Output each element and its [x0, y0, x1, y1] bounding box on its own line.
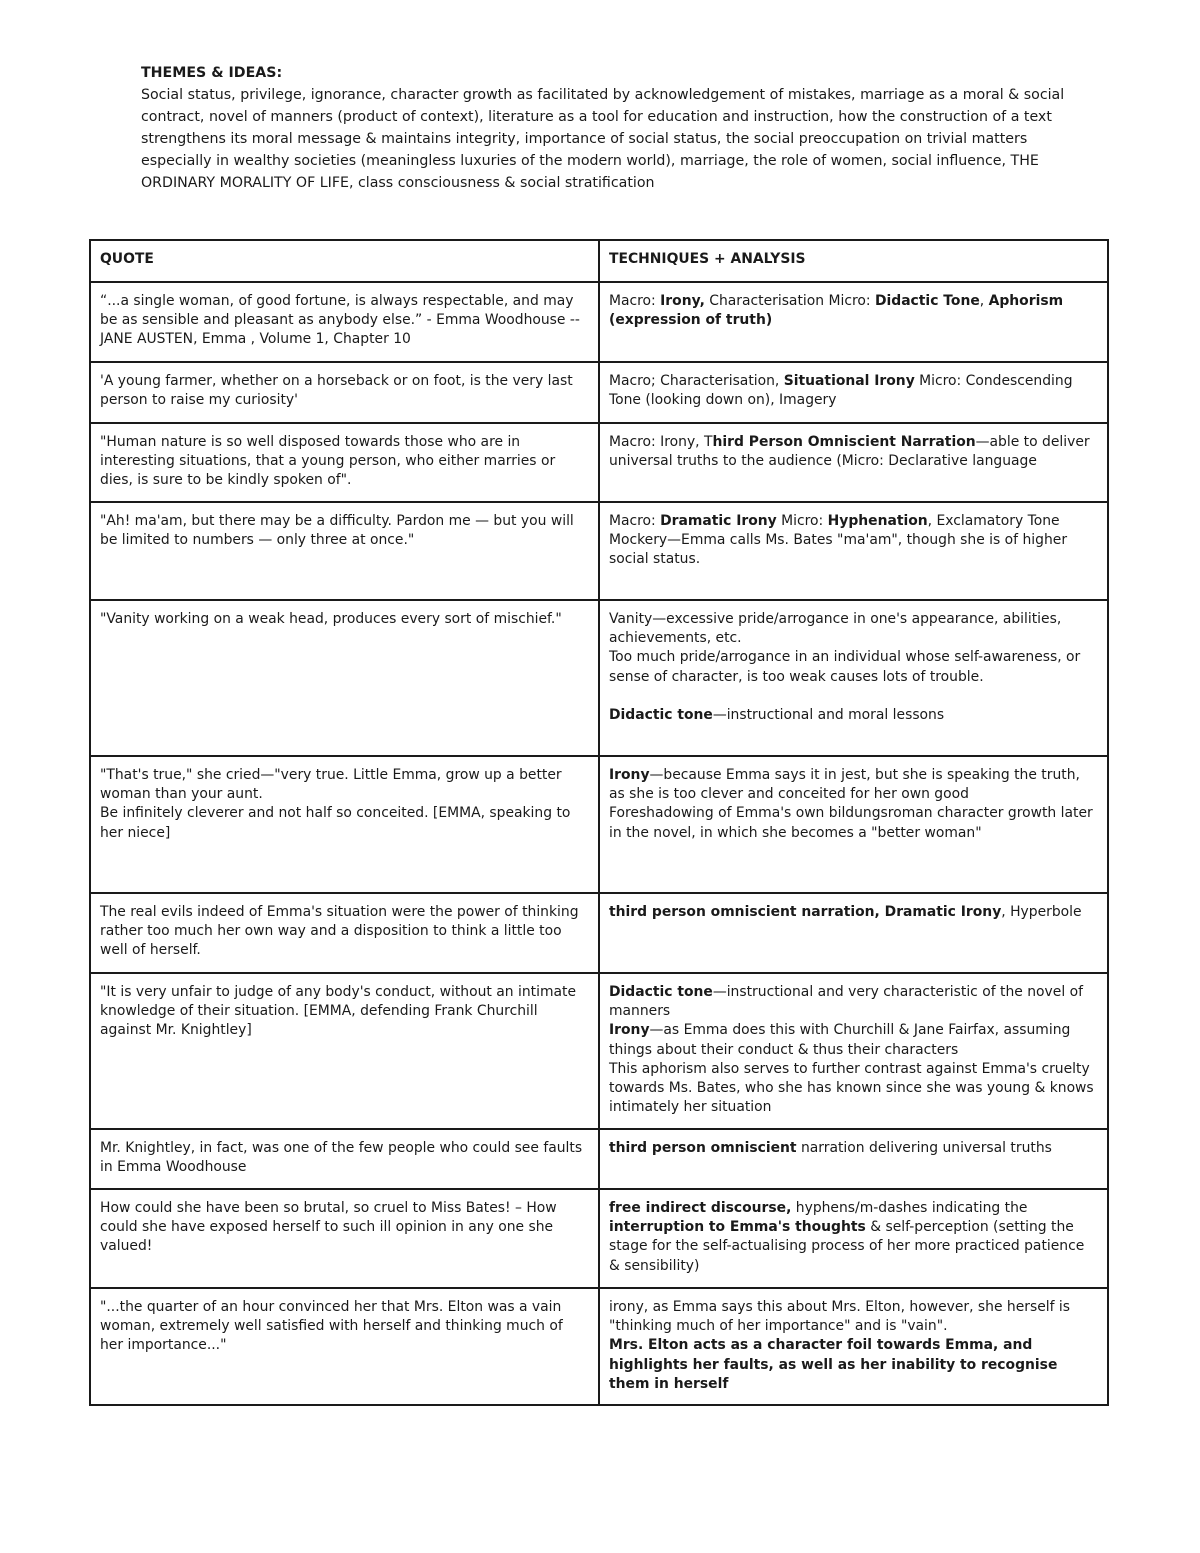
analysis-cell: Macro: Dramatic Irony Micro: Hyphenation, Exclamatory Tone Mockery—Emma calls Ms. Bates "ma'am", though she is of higher social status. — [599, 502, 1108, 600]
table-row — [90, 1288, 1108, 1405]
analysis-cell: Macro: Irony, Third Person Omniscient Narration—able to deliver universal truths to the audience (Micro: Declarative language — [599, 423, 1108, 502]
table-row — [90, 423, 1108, 502]
analysis-cell: irony, as Emma says this about Mrs. Elton, however, she herself is "thinking much of her importance" and is "vain". Mrs. Elton acts as a character foil towards Emma, and highlights her faults, as well as her inability to recognise them in herself — [599, 1288, 1108, 1405]
analysis-cell: Didactic tone—instructional and very characteristic of the novel of manners Irony—as Emma does this with Churchill & Jane Fairfax, assuming things about their conduct & thus their characters This aphorism also serves to further contrast against Emma's cruelty towards Ms. Bates, who she has known since she was young & knows intimately her situation — [599, 973, 1108, 1129]
quote-cell: "Vanity working on a weak head, produces every sort of mischief." — [90, 600, 599, 756]
analysis-cell: third person omniscient narration, Dramatic Irony, Hyperbole — [599, 893, 1108, 973]
quote-cell: Mr. Knightley, in fact, was one of the few people who could see faults in Emma Woodhouse — [90, 1129, 599, 1189]
analysis-cell: third person omniscient narration delivering universal truths — [599, 1129, 1108, 1189]
table-row — [90, 282, 1108, 362]
analysis-cell: free indirect discourse, hyphens/m-dashes indicating the interruption to Emma's thoughts & self-perception (setting the stage for the self-actualising process of her more practiced patience & sensibility) — [599, 1189, 1108, 1288]
themes-body: Social status, privilege, ignorance, character growth as facilitated by acknowledgement of mistakes, marriage as a moral & social contract, novel of manners (product of context), literature as a tool for education and instruction, how the construction of a text strengthens its moral message & maintains integrity, importance of social status, the social preoccupation on trivial matters especially in wealthy societies (meaningless luxuries of the modern world), marriage, the role of women, social influence, THE ORDINARY MORALITY OF LIFE, class consciousness & social stratification — [141, 87, 1065, 191]
quote-cell: 'A young farmer, whether on a horseback or on foot, is the very last person to raise my curiosity' — [90, 362, 599, 423]
header-analysis: TECHNIQUES + ANALYSIS — [599, 240, 1108, 282]
quote-cell: "...the quarter of an hour convinced her that Mrs. Elton was a vain woman, extremely well satisfied with herself and thinking much of her importance..." — [90, 1288, 599, 1405]
analysis-cell: Macro; Characterisation, Situational Irony Micro: Condescending Tone (looking down on), Imagery — [599, 362, 1108, 423]
table-row — [90, 362, 1108, 423]
quote-cell: "Human nature is so well disposed towards those who are in interesting situations, that a young person, who either marries or dies, is sure to be kindly spoken of". — [90, 423, 599, 502]
table-row — [90, 893, 1108, 973]
table-row — [90, 756, 1108, 893]
table-header-row — [90, 240, 1108, 282]
analysis-cell: Irony—because Emma says it in jest, but she is speaking the truth, as she is too clever and conceited for her own good Foreshadowing of Emma's own bildungsroman character growth later in the novel, in which she becomes a "better woman" — [599, 756, 1108, 893]
quote-cell: The real evils indeed of Emma's situation were the power of thinking rather too much her own way and a disposition to think a little too well of herself. — [90, 893, 599, 973]
quote-cell: "It is very unfair to judge of any body's conduct, without an intimate knowledge of their situation. [EMMA, defending Frank Churchill against Mr. Knightley] — [90, 973, 599, 1129]
analysis-cell: Vanity—excessive pride/arrogance in one's appearance, abilities, achievements, etc. Too much pride/arrogance in an individual whose self-awareness, or sense of character, is too weak causes lots of trouble. Didactic tone—instructional and moral lessons — [599, 600, 1108, 756]
quotes-table — [89, 239, 1109, 1406]
quote-cell: “...a single woman, of good fortune, is always respectable, and may be as sensible and pleasant as anybody else.” - Emma Woodhouse -- JANE AUSTEN, Emma , Volume 1, Chapter 10 — [90, 282, 599, 362]
quote-cell: "That's true," she cried—"very true. Little Emma, grow up a better woman than your aunt. Be infinitely cleverer and not half so conceited. [EMMA, speaking to her niece] — [90, 756, 599, 893]
quote-cell: How could she have been so brutal, so cruel to Miss Bates! – How could she have exposed herself to such ill opinion in any one she valued! — [90, 1189, 599, 1288]
quote-cell: "Ah! ma'am, but there may be a difficulty. Pardon me — but you will be limited to numbers — only three at once." — [90, 502, 599, 600]
table-row — [90, 973, 1108, 1129]
themes-heading: THEMES & IDEAS: — [141, 65, 283, 81]
table-row — [90, 1189, 1108, 1288]
table-row — [90, 502, 1108, 600]
themes-section — [141, 62, 1066, 194]
table-row — [90, 1129, 1108, 1189]
analysis-cell: Macro: Irony, Characterisation Micro: Didactic Tone, Aphorism (expression of truth) — [599, 282, 1108, 362]
header-quote: QUOTE — [90, 240, 599, 282]
table-row — [90, 600, 1108, 756]
